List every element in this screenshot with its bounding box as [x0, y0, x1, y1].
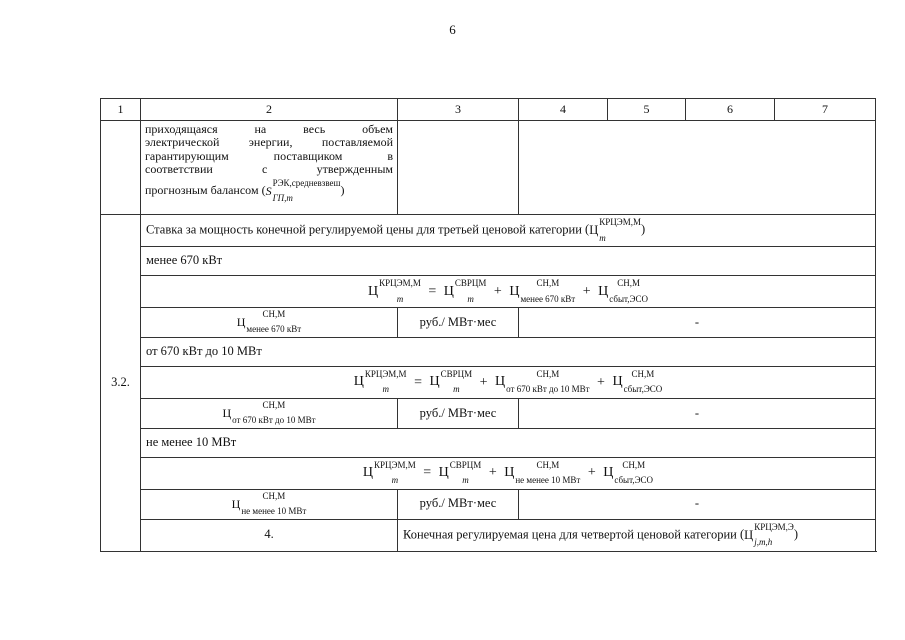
- group-label: менее 670 кВт: [141, 247, 876, 276]
- f-t1-base: Ц: [443, 283, 454, 299]
- p-sub: от 670 кВт до 10 МВт: [232, 415, 316, 426]
- f-lhs-sub: m: [382, 384, 389, 395]
- f-t2-base: Ц: [509, 283, 520, 299]
- p-sup: СН,М: [262, 399, 286, 410]
- f-t2-sup: СН,М: [536, 368, 560, 379]
- sym-sub: j,m,h: [754, 537, 773, 548]
- col-header-1: 1: [101, 99, 141, 121]
- f-plus: +: [488, 465, 497, 481]
- param-symbol: [141, 398, 398, 428]
- formula-row: [101, 457, 876, 489]
- f-lhs-base: Ц: [353, 374, 364, 390]
- f-lhs-sup: КРЦЭМ,М: [364, 368, 407, 379]
- sec32-title: Ставка за мощность конечной регулируемой цены для третьей ценовой категории: [146, 222, 582, 237]
- sec4-title-symbol: (Ц КРЦЭМ,Э j,m,h ): [740, 521, 799, 548]
- unit-cell: руб./ МВт·мес: [398, 489, 519, 519]
- col-header-4: 4: [519, 99, 608, 121]
- p-sub: менее 670 кВт: [246, 324, 302, 335]
- f-plus: +: [597, 374, 605, 390]
- continued-line-2: электрической энергии, поставляемой: [145, 135, 393, 150]
- sym-sup: КРЦЭМ,М: [599, 217, 641, 228]
- f-t2-sub: не менее 10 МВт: [515, 475, 581, 486]
- sym-sub: m: [599, 232, 606, 243]
- f-t2-sup: СН,М: [536, 459, 560, 470]
- sec32-number: 3.2.: [101, 215, 141, 552]
- continued-line-1: приходящаяся на весь объем: [145, 122, 393, 136]
- f-lhs-base: Ц: [362, 465, 374, 481]
- page-number: 6: [449, 22, 456, 37]
- s-symbol: (S РЭК,средневзвеш ГП,m ): [261, 177, 345, 204]
- s-symbol-base: S: [265, 184, 272, 199]
- col-header-5: 5: [608, 99, 686, 121]
- p-base: Ц: [236, 315, 246, 330]
- f-t3-sup: СН,М: [631, 368, 655, 379]
- f-t1-sub: m: [453, 384, 460, 395]
- continued-line-5-text: прогнозным балансом: [145, 182, 259, 197]
- group-label-row: [101, 337, 876, 366]
- unit-cell: руб./ МВт·мес: [398, 308, 519, 338]
- continued-line-3: гарантирующим поставщиком в: [145, 148, 393, 163]
- col-header-2: 2: [141, 99, 398, 121]
- formula: [141, 366, 876, 398]
- f-lhs-base: Ц: [368, 283, 379, 299]
- f-plus: +: [582, 283, 591, 299]
- p-base: Ц: [222, 406, 232, 421]
- continued-line-5: [145, 179, 393, 204]
- p-sup: СН,М: [262, 490, 286, 501]
- f-t1-sub: m: [467, 293, 474, 304]
- p-sup: СН,М: [262, 309, 286, 319]
- f-t2-sub: менее 670 кВт: [520, 293, 576, 304]
- f-eq: =: [414, 374, 422, 390]
- f-t2-sub: от 670 кВт до 10 МВт: [506, 384, 590, 395]
- f-lhs-sup: КРЦЭМ,М: [379, 278, 421, 289]
- f-t3-base: Ц: [598, 283, 609, 299]
- sec32-title-symbol: (Ц КРЦЭМ,М m ): [585, 217, 646, 243]
- param-symbol: [141, 489, 398, 519]
- f-t1-sub: m: [462, 475, 469, 486]
- param-row: [101, 489, 876, 519]
- f-eq: =: [423, 465, 432, 481]
- formula: [141, 276, 876, 308]
- value-cell: -: [519, 308, 876, 338]
- f-t1-base: Ц: [429, 374, 440, 390]
- f-t3-sup: СН,М: [617, 278, 640, 289]
- sec4-number: 4.: [141, 519, 398, 551]
- f-t3-sub: сбыт,ЭСО: [614, 475, 654, 486]
- p-sub: не менее 10 МВт: [241, 506, 307, 517]
- value-cell: -: [519, 489, 876, 519]
- f-lhs-sup: КРЦЭМ,М: [374, 459, 416, 470]
- f-eq: =: [428, 283, 437, 299]
- param-row: [101, 398, 876, 428]
- f-t1-base: Ц: [438, 465, 449, 481]
- sec4-row: [101, 519, 876, 551]
- unit-cell: руб./ МВт·мес: [398, 398, 519, 428]
- f-t3-sup: СН,М: [622, 459, 646, 470]
- f-lhs-sub: m: [391, 475, 399, 486]
- sec4-title: Конечная регулируемая цена для четвертой ценовой категории: [403, 527, 737, 541]
- group-label-row: [101, 247, 876, 276]
- f-t3-base: Ц: [603, 465, 614, 481]
- f-t1-sup: СВРЦМ: [454, 278, 487, 289]
- sym-base: Ц: [744, 527, 754, 542]
- col-header-7: 7: [775, 99, 876, 121]
- sec32-title-row: [101, 215, 876, 247]
- col-header-3: 3: [398, 99, 519, 121]
- f-t1-sup: СВРЦМ: [449, 459, 482, 470]
- continued-row: [101, 121, 876, 215]
- continued-col3-cell: [398, 121, 519, 215]
- value-cell: -: [519, 398, 876, 428]
- f-plus: +: [493, 283, 502, 299]
- f-t2-sup: СН,М: [536, 278, 560, 289]
- formula-row: [101, 276, 876, 308]
- sym-base: Ц: [589, 223, 599, 238]
- param-symbol: [141, 308, 398, 338]
- param-row: [101, 308, 876, 338]
- f-lhs-sub: m: [396, 293, 404, 304]
- col-header-6: 6: [686, 99, 775, 121]
- f-t3-sub: сбыт,ЭСО: [609, 293, 648, 304]
- f-t3-sub: сбыт,ЭСО: [623, 384, 663, 395]
- p-base: Ц: [231, 497, 241, 512]
- continued-num-cell: [101, 121, 141, 215]
- sec4-title-cell: [398, 519, 876, 551]
- f-plus: +: [479, 374, 488, 390]
- group-label: от 670 кВт до 10 МВт: [141, 337, 876, 366]
- s-symbol-sub: ГП,m: [272, 193, 293, 204]
- formula: [141, 457, 876, 489]
- continued-values-cell: [519, 121, 876, 215]
- group-label-row: [101, 428, 876, 457]
- s-symbol-sup: РЭК,средневзвеш: [272, 177, 341, 188]
- continued-text-cell: [141, 121, 398, 215]
- sec32-title-cell: [141, 215, 876, 247]
- f-t2-base: Ц: [504, 465, 515, 481]
- f-t1-sup: СВРЦМ: [440, 368, 473, 379]
- f-t3-base: Ц: [612, 374, 623, 390]
- tariff-table: [100, 98, 876, 552]
- continued-line-4: соответствии с утвержденным: [145, 162, 393, 177]
- formula-row: [101, 366, 876, 398]
- sym-sup: КРЦЭМ,Э: [754, 521, 794, 532]
- header-row: [101, 99, 876, 121]
- group-label: не менее 10 МВт: [141, 428, 876, 457]
- f-t2-base: Ц: [495, 374, 506, 390]
- f-plus: +: [587, 465, 596, 481]
